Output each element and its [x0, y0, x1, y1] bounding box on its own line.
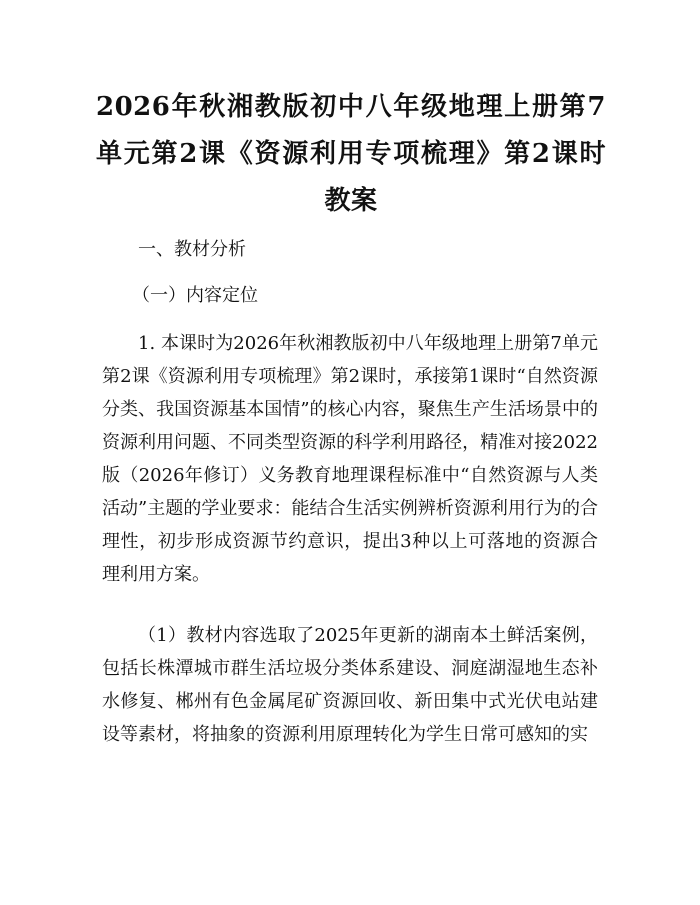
section-heading: 一、教材分析 — [138, 239, 246, 260]
paragraph-1: 1. 本课时为2026年秋湘教版初中八年级地理上册第7单元第2课《资源利用专项梳理》第2课时，承接第1课时“自然资源分类、我国资源基本国情”的核心内容，聚焦生产生活场景中的资源利用问题、不同类型资源的科学利用路径，精准对接2022版（2026年修订）义务教育地理课程标准中“自然资源与人类活动”主题的学业要求：能结合生活实例辨析资源利用行为的合理性，初步形成资源节约意识，提出3种以上可落地的资源合理利用方案。 — [102, 333, 598, 585]
subsection-heading: （一）内容定位 — [132, 285, 258, 306]
document-title: 2026年秋湘教版初中八年级地理上册第7单元第2课《资源利用专项梳理》第2课时教案 — [96, 92, 606, 216]
paragraph-2: （1）教材内容选取了2025年更新的湖南本土鲜活案例，包括长株潭城市群生活垃圾分类体系建设、洞庭湖湿地生态补水修复、郴州有色金属尾矿资源回收、新田集中式光伏电站建设等素材，将抽象的资源利用原理转化为学生日常可感知的实 — [102, 625, 598, 745]
